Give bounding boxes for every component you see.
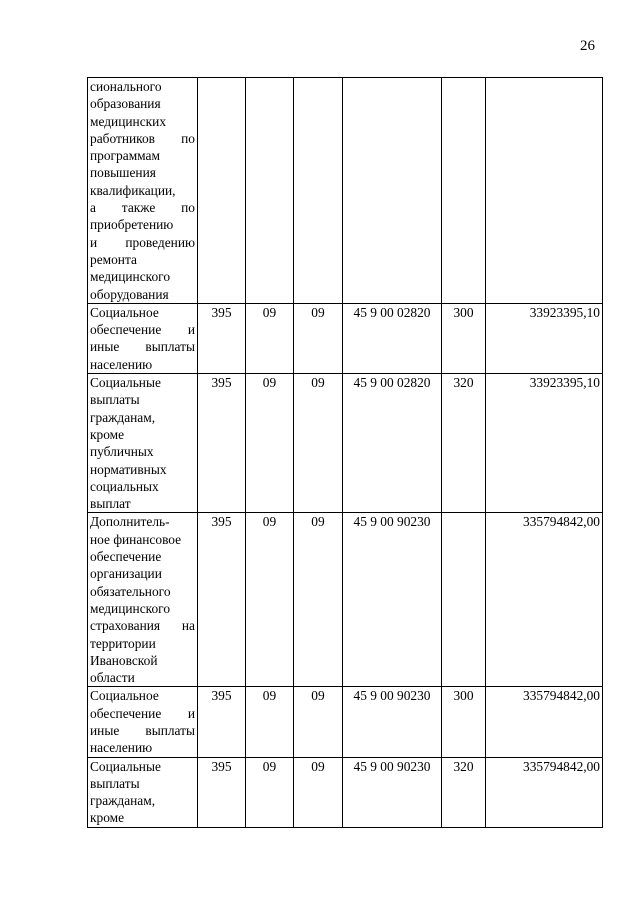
section-code-cell bbox=[246, 78, 294, 304]
subsection-code-cell: 09 bbox=[294, 374, 343, 513]
table-row bbox=[88, 303, 603, 373]
item-name-line: сионального bbox=[90, 79, 162, 94]
item-name-line: социальных bbox=[90, 478, 159, 494]
item-name-line: медицинского bbox=[90, 600, 171, 616]
table-row bbox=[88, 757, 603, 827]
item-name-line: выплат bbox=[90, 496, 131, 512]
item-name-line: обеспечение и bbox=[90, 705, 195, 721]
item-name-line: области bbox=[90, 670, 135, 686]
item-name-line: повышения bbox=[90, 165, 156, 181]
amount-cell: 33923395,10 bbox=[486, 303, 603, 373]
item-name-cell bbox=[88, 513, 198, 687]
table-row bbox=[88, 374, 603, 513]
section-code-cell: 09 bbox=[246, 687, 294, 757]
subsection-code-cell: 09 bbox=[294, 757, 343, 827]
section-code-cell: 09 bbox=[246, 757, 294, 827]
item-name-line: Социальное bbox=[90, 688, 159, 704]
table-row bbox=[88, 78, 603, 304]
admin-code-cell: 395 bbox=[198, 687, 246, 757]
subsection-code-cell: 09 bbox=[294, 303, 343, 373]
amount-cell: 335794842,00 bbox=[486, 687, 603, 757]
item-name-line: выплаты bbox=[90, 775, 140, 791]
amount-cell: 335794842,00 bbox=[486, 513, 603, 687]
item-name-line: а также по bbox=[90, 200, 195, 216]
item-name-line: населению bbox=[90, 740, 153, 756]
target-article-cell: 45 9 00 02820 bbox=[343, 374, 442, 513]
item-name-line: медицинских bbox=[90, 113, 167, 129]
subsection-code-cell: 09 bbox=[294, 513, 343, 687]
admin-code-cell: 395 bbox=[198, 757, 246, 827]
item-name-line: кроме bbox=[90, 810, 125, 826]
target-article-cell: 45 9 00 90230 bbox=[343, 513, 442, 687]
item-name-cell bbox=[88, 687, 198, 757]
target-article-cell: 45 9 00 90230 bbox=[343, 687, 442, 757]
item-name-cell bbox=[88, 78, 198, 304]
item-name-line: организации bbox=[90, 566, 162, 582]
item-name-line: гражданам, bbox=[90, 793, 156, 809]
item-name-line: обеспечение и bbox=[90, 322, 195, 338]
admin-code-cell: 395 bbox=[198, 374, 246, 513]
section-code-cell: 09 bbox=[246, 513, 294, 687]
amount-cell: 335794842,00 bbox=[486, 757, 603, 827]
item-name-line: страхования на bbox=[90, 618, 195, 634]
expense-type-cell bbox=[442, 78, 486, 304]
table-row bbox=[88, 513, 603, 687]
section-code-cell: 09 bbox=[246, 374, 294, 513]
item-name-line: Ивановской bbox=[90, 652, 158, 668]
expense-type-cell: 320 bbox=[442, 374, 486, 513]
expense-type-cell: 320 bbox=[442, 757, 486, 827]
item-name-line: программам bbox=[90, 148, 160, 164]
item-name-line: иные выплаты bbox=[90, 339, 195, 355]
item-name-line: ное финансовое bbox=[90, 531, 182, 547]
item-name-line: обязательного bbox=[90, 583, 171, 599]
item-name-line: Социальные bbox=[90, 375, 161, 391]
item-name-line: гражданам, bbox=[90, 409, 156, 425]
item-name-cell bbox=[88, 303, 198, 373]
expense-type-cell bbox=[442, 513, 486, 687]
table-row bbox=[88, 687, 603, 757]
target-article-cell: 45 9 00 02820 bbox=[343, 303, 442, 373]
admin-code-cell: 395 bbox=[198, 303, 246, 373]
subsection-code-cell bbox=[294, 78, 343, 304]
target-article-cell bbox=[343, 78, 442, 304]
item-name-line: оборудования bbox=[90, 286, 169, 302]
item-name-line: нормативных bbox=[90, 461, 167, 477]
item-name-line: Дополнитель- bbox=[90, 514, 170, 530]
item-name-line: Социальное bbox=[90, 304, 159, 320]
admin-code-cell: 395 bbox=[198, 513, 246, 687]
item-name-line: работников по bbox=[90, 130, 195, 146]
item-name-line: и проведению bbox=[90, 234, 195, 250]
item-name-line: территории bbox=[90, 635, 156, 651]
expense-type-cell: 300 bbox=[442, 687, 486, 757]
item-name-cell bbox=[88, 757, 198, 827]
item-name-line: иные выплаты bbox=[90, 722, 195, 738]
item-name-line: ремонта bbox=[90, 251, 137, 267]
item-name-line: квалификации, bbox=[90, 182, 176, 198]
item-name-line: образования bbox=[90, 96, 161, 112]
item-name-line: Социальные bbox=[90, 758, 161, 774]
item-name-cell bbox=[88, 374, 198, 513]
budget-table bbox=[87, 77, 603, 828]
item-name-line: кроме bbox=[90, 426, 125, 442]
subsection-code-cell: 09 bbox=[294, 687, 343, 757]
page-number: 26 bbox=[580, 38, 595, 54]
target-article-cell: 45 9 00 90230 bbox=[343, 757, 442, 827]
section-code-cell: 09 bbox=[246, 303, 294, 373]
item-name-line: выплаты bbox=[90, 392, 140, 408]
item-name-line: населению bbox=[90, 356, 153, 372]
item-name-line: публичных bbox=[90, 444, 154, 460]
item-name-line: приобретению bbox=[90, 217, 174, 233]
admin-code-cell bbox=[198, 78, 246, 304]
expense-type-cell: 300 bbox=[442, 303, 486, 373]
item-name-line: обеспечение bbox=[90, 549, 162, 565]
item-name-line: медицинского bbox=[90, 269, 171, 285]
amount-cell: 33923395,10 bbox=[486, 374, 603, 513]
amount-cell bbox=[486, 78, 603, 304]
